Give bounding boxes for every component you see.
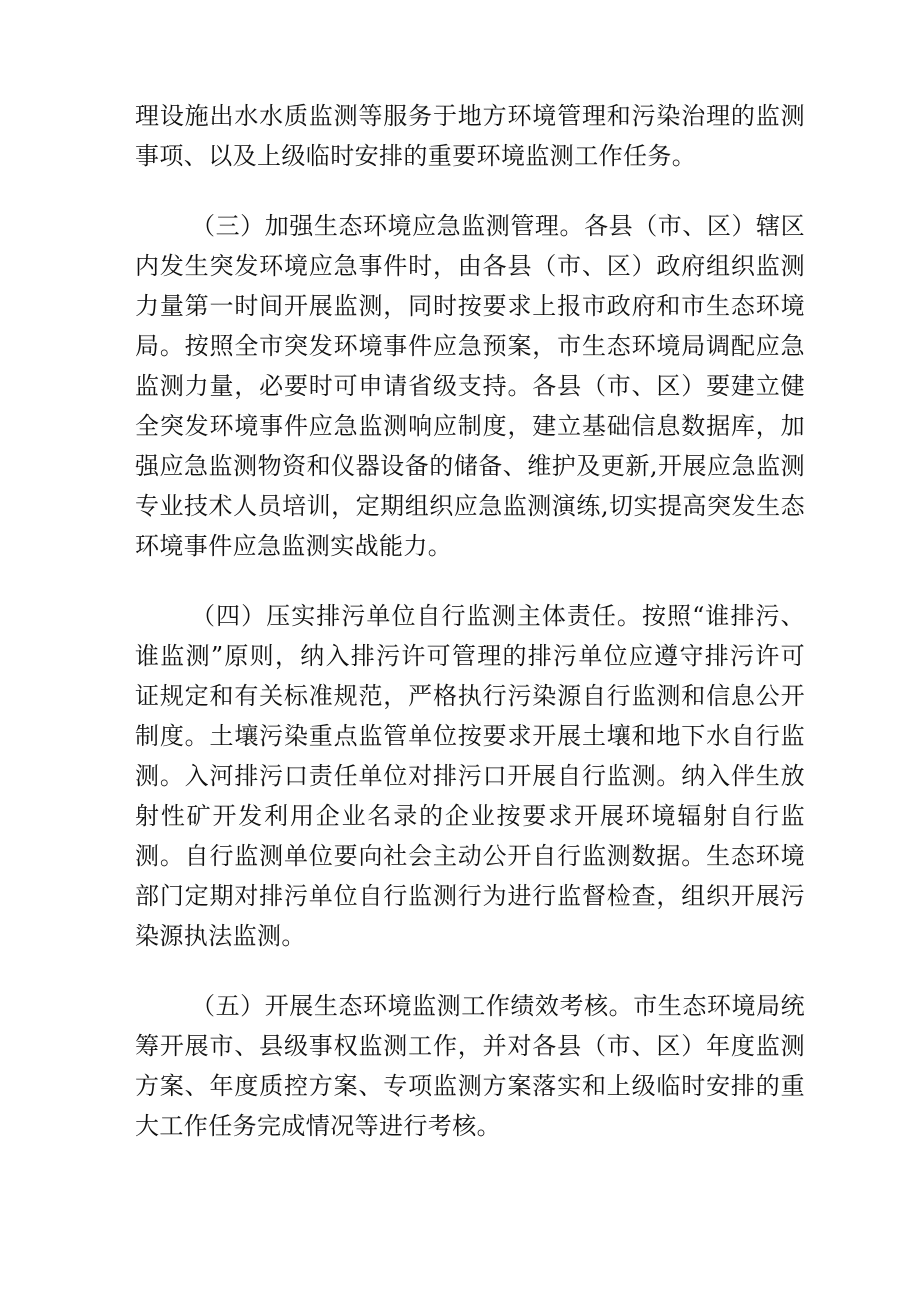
- paragraph-continued: 理设施出水水质监测等服务于地方环境管理和污染治理的监测事项、以及上级临时安排的重要环境监测工作任务。: [135, 102, 805, 170]
- paragraph-section-5: （五）开展生态环境监测工作绩效考核。市生态环境局统筹开展市、县级事权监测工作，并对各县（市、区）年度监测方案、年度质控方案、专项监测方案落实和上级临时安排的重大工作任务完成情况等进行考核。: [135, 992, 805, 1140]
- paragraph-section-3: （三）加强生态环境应急监测管理。各县（市、区）辖区内发生突发环境应急事件时，由各县（市、区）政府组织监测力量第一时间开展监测，同时按要求上报市政府和市生态环境局。按照全市突发环境事件应急预案，市生态环境局调配应急监测力量，必要时可申请省级支持。各县（市、区）要建立健全突发环境事件应急监测响应制度，建立基础信息数据库，加强应急监测物资和仪器设备的储备、维护及更新,开展应急监测专业技术人员培训，定期组织应急监测演练,切实提高突发生态环境事件应急监测实战能力。: [135, 212, 805, 560]
- paragraph-section-4: （四）压实排污单位自行监测主体责任。按照“谁排污、谁监测”原则，纳入排污许可管理的排污单位应遵守排污许可证规定和有关标准规范，严格执行污染源自行监测和信息公开制度。土壤污染重点监管单位按要求开展土壤和地下水自行监测。入河排污口责任单位对排污口开展自行监测。纳入伴生放射性矿开发利用企业名录的企业按要求开展环境辐射自行监测。自行监测单位要向社会主动公开自行监测数据。生态环境部门定期对排污单位自行监测行为进行监督检查，组织开展污染源执法监测。: [135, 602, 805, 950]
- document-body: [135, 96, 805, 1176]
